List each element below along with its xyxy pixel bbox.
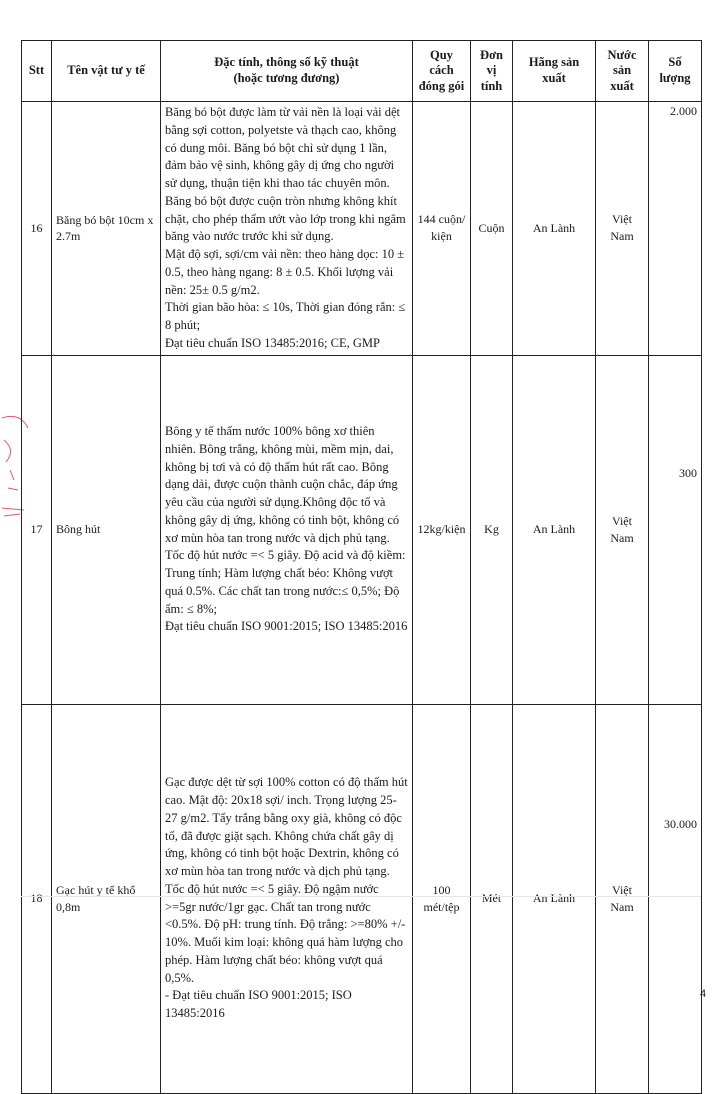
row-country: Việt Nam [596, 355, 649, 704]
row-pack: 100 mét/tệp [413, 704, 471, 1093]
row-stt: 18 [22, 704, 52, 1093]
row-quantity: 300 [649, 355, 702, 704]
row-unit: Cuộn [471, 102, 513, 356]
page-number: 4 [700, 988, 707, 1000]
row-country: Việt Nam [596, 102, 649, 356]
row-unit: Mét [471, 704, 513, 1093]
header-pack: Quy cách đóng gói [413, 41, 471, 102]
row-spec: Băng bó bột được làm từ vải nền là loại vải dệt bằng sợi cotton, polyetste và thạch cao, không có dung môi. Băng bó bột chỉ sử dụng 1 lần, đảm bảo vệ sinh, không gây dị ứng cho người sử dụng, thuận tiện khi thao tác chuyên môn. Băng bó bột được cuộn tròn nhưng không khít chặt, cho phép thấm ướt vào lớp trong khi ngâm băng vào nước trước khi sử dụng. Mật độ sợi, sợi/cm vải nền: theo hàng dọc: 10 ± 0.5, theo hàng ngang: 8 ± 0.5. Khối lượng vải nền: 25± 0.5 g/m2. Thời gian bão hòa: ≤ 10s, Thời gian đóng rắn: ≤ 8 phút; Đạt tiêu chuẩn ISO 13485:2016; CE, GMP [161, 102, 413, 356]
row-country: Việt Nam [596, 704, 649, 1093]
row-quantity: 30.000 [649, 704, 702, 1093]
row-name: Băng bó bột 10cm x 2.7m [52, 102, 161, 356]
row-quantity: 2.000 [649, 102, 702, 356]
header-spec: Đặc tính, thông số kỹ thuật (hoặc tương đương) [161, 41, 413, 102]
row-manufacturer: An Lành [513, 355, 596, 704]
header-quantity: Số lượng [649, 41, 702, 102]
row-pack: 12kg/kiện [413, 355, 471, 704]
specification-table [21, 40, 702, 1094]
row-manufacturer: An Lành [513, 704, 596, 1093]
header-manufacturer: Hãng sản xuất [513, 41, 596, 102]
header-country: Nước sản xuất [596, 41, 649, 102]
row-manufacturer: An Lành [513, 102, 596, 356]
row-stt: 17 [22, 355, 52, 704]
row-spec: Gạc được dệt từ sợi 100% cotton có độ thấm hút cao. Mật độ: 20x18 sợi/ inch. Trọng lượng 25-27 g/m2. Tẩy trắng bằng oxy già, không có độc tố, đã được giặt sạch. Không chứa chất gây dị ứng, không có tinh bột hoặc Dextrin, không có xơ mùn hòa tan trong nước và dịch phủ tạng. Tốc độ hút nước =< 5 giây. Độ ngậm nước >=5gr nước/1gr gạc. Chất tan trong nước <0.5%. Độ pH: trung tính. Độ trắng: >=80% +/- 10%. Muối kim loại: không quá hàm lượng cho phép. Hàm lượng chất béo: không vượt quá 0,5%. - Đạt tiêu chuẩn ISO 9001:2015; ISO 13485:2016 [161, 704, 413, 1093]
table-row [22, 355, 702, 704]
table-row [22, 704, 702, 1093]
header-unit: Đơn vị tính [471, 41, 513, 102]
row-spec: Bông y tế thấm nước 100% bông xơ thiên nhiên. Bông trắng, không mùi, mềm mịn, dai, không bị tơi và có độ thấm hút rất cao. Bông dạng dải, được cuộn thành cuộn chắc, đáp ứng yêu cầu của người sử dụng.Không độc tố và không gây dị ứng, không có tinh bột, không có xơ mùn hòa tan trong nước và dịch phủ tạng. Tốc độ hút nước =< 5 giây. Độ acid và độ kiềm: Trung tính; Hàm lượng chất béo: Không vượt quá 0.5%. Các chất tan trong nước:≤ 0,5%; Độ ẩm: ≤ 8%; Đạt tiêu chuẩn ISO 9001:2015; ISO 13485:2016 [161, 355, 413, 704]
bleed-through-line [21, 866, 701, 897]
table-header-row [22, 41, 702, 102]
row-pack: 144 cuộn/ kiện [413, 102, 471, 356]
header-name: Tên vật tư y tế [52, 41, 161, 102]
header-stt: Stt [22, 41, 52, 102]
row-name: Bông hút [52, 355, 161, 704]
row-name: Gạc hút y tế khổ 0,8m [52, 704, 161, 1093]
row-unit: Kg [471, 355, 513, 704]
table-row [22, 102, 702, 356]
row-stt: 16 [22, 102, 52, 356]
